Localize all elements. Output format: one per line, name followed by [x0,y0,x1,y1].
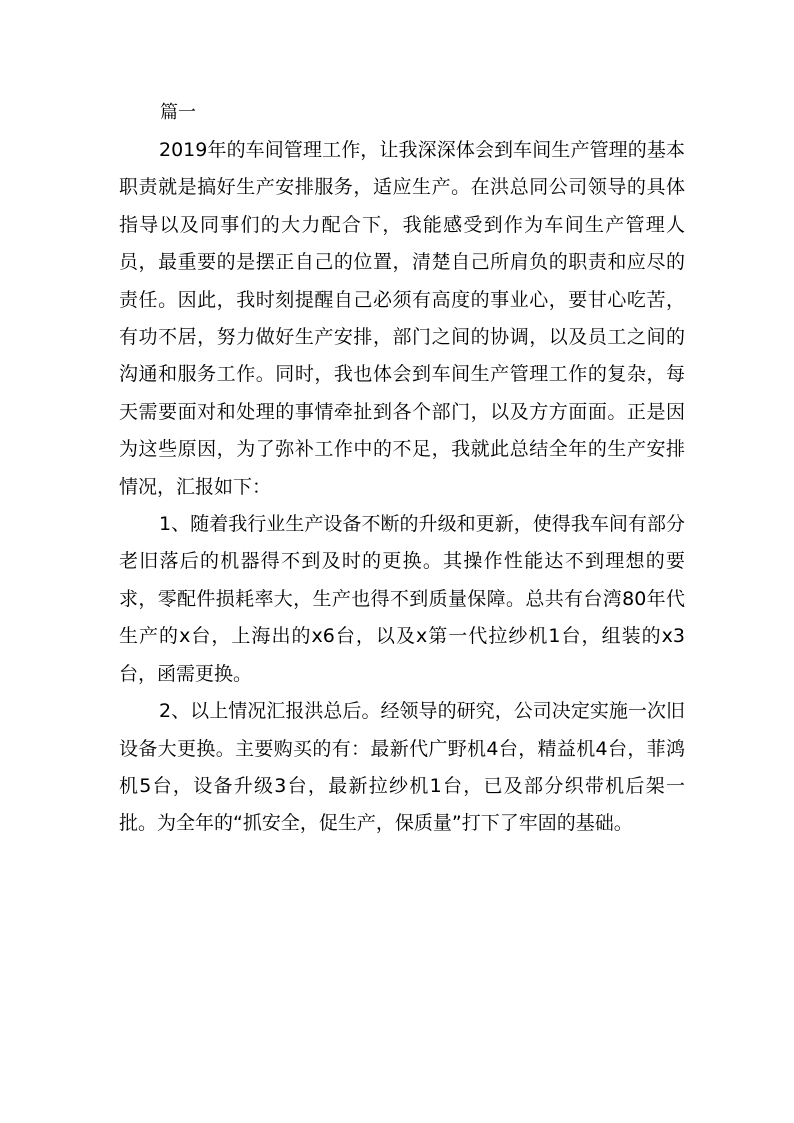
paragraph-item-1: 1、随着我行业生产设备不断的升级和更新，使得我车间有部分老旧落后的机器得不到及时的更换。其操作性能达不到理想的要求，零配件损耗率大，生产也得不到质量保障。总共有台湾80年代生产的x台，上海出的x6台，以及x第一代拉纱机1台，组装的x3台，函需更换。 [119,513,685,685]
paragraph-intro: 2019年的车间管理工作，让我深深体会到车间生产管理的基本职责就是搞好生产安排服务，适应生产。在洪总同公司领导的具体指导以及同事们的大力配合下，我能感受到作为车间生产管理人员，最重要的是摆正自己的位置，清楚自己所肩负的职责和应尽的责任。因此，我时刻提醒自己必须有高度的事业心，要甘心吃苦，有功不居，努力做好生产安排，部门之间的协调，以及员工之间的沟通和服务工作。同时，我也体会到车间生产管理工作的复杂，每天需要面对和处理的事情牵扯到各个部门，以及方方面面。正是因为这些原因，为了弥补工作中的不足，我就此总结全年的生产安排情况，汇报如下： [119,139,685,498]
paragraph-item-2: 2、以上情况汇报洪总后。经领导的研究，公司决定实施一次旧设备大更换。主要购买的有：最新代广野机4台，精益机4台，菲鸿机5台，设备升级3台，最新拉纱机1台，已及部分织带机后架一批。为全年的“抓安全，促生产，保质量”打下了牢固的基础。 [119,700,685,835]
section-heading: 篇一 [160,102,196,123]
document-body [119,95,685,843]
